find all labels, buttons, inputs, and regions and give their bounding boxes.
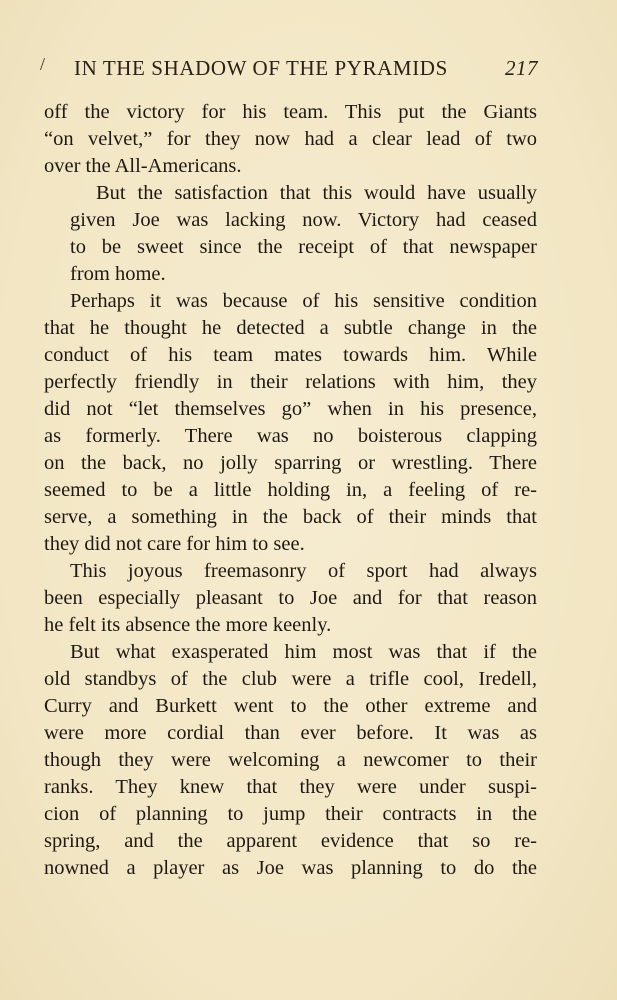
text-line: “on velvet,” for they now had a clear lead of two	[44, 128, 537, 150]
page-number: 217	[505, 56, 538, 80]
text-line: cion of planning to jump their contracts in the	[44, 803, 537, 825]
text-line: from home.	[70, 263, 166, 285]
text-line: nowned a player as Joe was planning to do the	[44, 857, 537, 879]
paragraph	[44, 558, 537, 639]
text-line: spring, and the apparent evidence that so re-	[44, 830, 537, 852]
text-line: off the victory for his team. This put the Giants	[44, 101, 537, 123]
text-line: But what exasperated him most was that if the	[70, 641, 537, 663]
text-line: that he thought he detected a subtle change in the	[44, 317, 537, 339]
page-header	[40, 54, 538, 84]
paragraph	[44, 288, 537, 558]
text-line: on the back, no jolly sparring or wrestling. There	[44, 452, 537, 474]
text-line: conduct of his team mates towards him. While	[44, 344, 537, 366]
text-line: serve, a something in the back of their minds that	[44, 506, 537, 528]
text-line: But the satisfaction that this would have usually	[96, 182, 537, 204]
text-line: did not “let themselves go” when in his presence,	[44, 398, 537, 420]
text-line: they did not care for him to see.	[44, 533, 305, 555]
text-line: old standbys of the club were a trifle cool, Iredell,	[44, 668, 537, 690]
text-line: This joyous freemasonry of sport had always	[70, 560, 537, 582]
text-line: given Joe was lacking now. Victory had ceased	[70, 209, 537, 231]
text-line: though they were welcoming a newcomer to their	[44, 749, 537, 771]
text-line: over the All-Americans.	[44, 155, 242, 177]
text-line: perfectly friendly in their relations with him, they	[44, 371, 537, 393]
text-line: to be sweet since the receipt of that newspaper	[70, 236, 537, 258]
text-line: were more cordial than ever before. It was as	[44, 722, 537, 744]
paragraph	[44, 180, 537, 288]
text-line: he felt its absence the more keenly.	[44, 614, 332, 636]
text-line: Curry and Burkett went to the other extreme and	[44, 695, 537, 717]
text-line: Perhaps it was because of his sensitive condition	[70, 290, 537, 312]
header-mark: /	[40, 54, 46, 74]
paragraph	[44, 99, 537, 180]
text-line: seemed to be a little holding in, a feeling of re-	[44, 479, 537, 501]
running-head: IN THE SHADOW OF THE PYRAMIDS	[74, 56, 448, 80]
text-line: been especially pleasant to Joe and for that reason	[44, 587, 537, 609]
body-text	[44, 99, 537, 882]
paragraph	[44, 639, 537, 882]
text-line: as formerly. There was no boisterous clapping	[44, 425, 537, 447]
text-line: ranks. They knew that they were under suspi-	[44, 776, 537, 798]
